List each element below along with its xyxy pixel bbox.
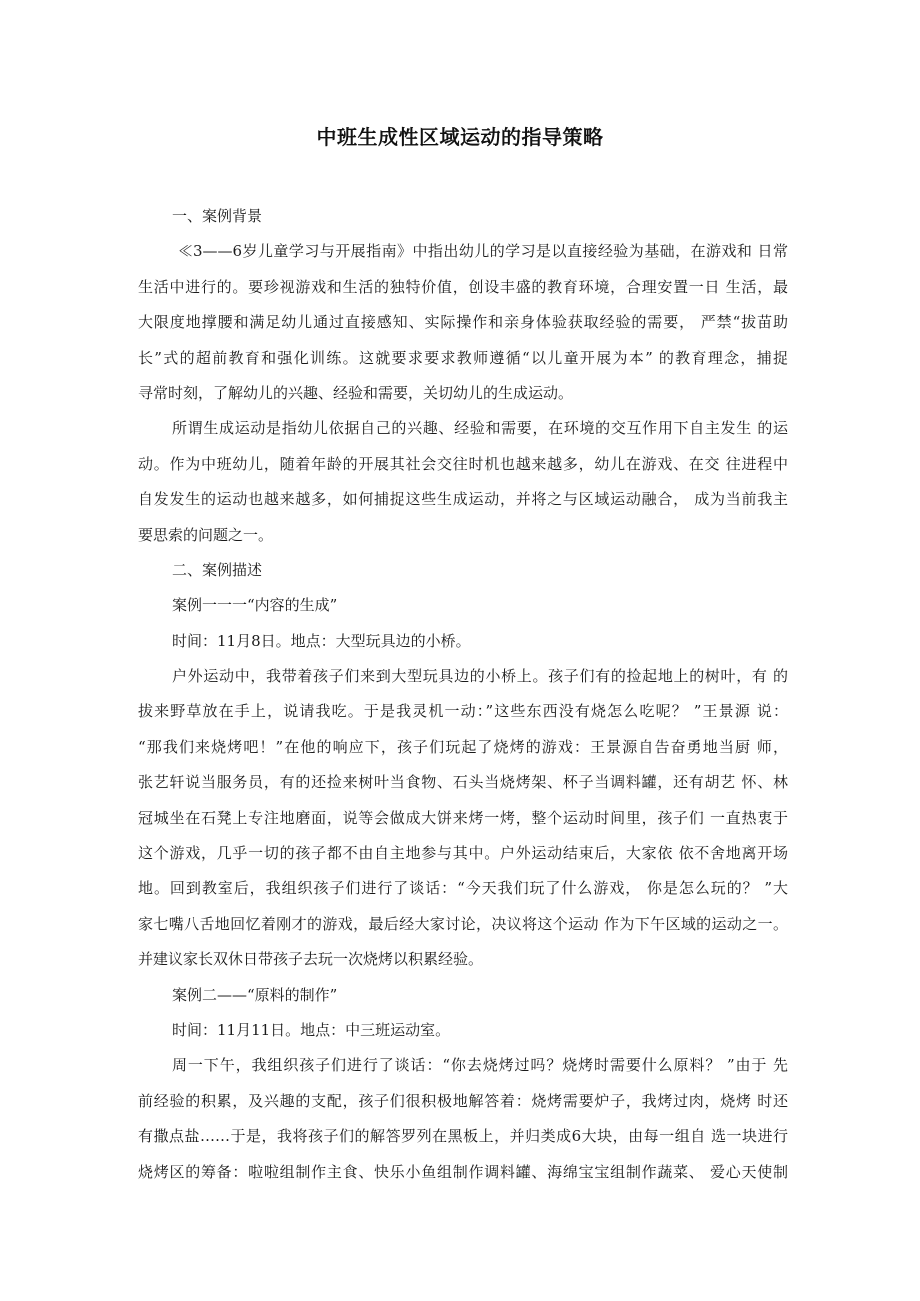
paragraph-line: 寻常时刻，了解幼儿的兴趣、经验和需要，关切幼儿的生成运动。 <box>138 383 574 402</box>
case-heading: 案例一一一“内容的生成” <box>172 596 338 615</box>
paragraph-line: 户外运动中，我带着孩子们来到大型玩具边的小桥上。孩子们有的捡起地上的树叶，有 的 <box>172 667 788 686</box>
section-heading: 一、案例背景 <box>172 207 263 225</box>
paragraph-line: 家七嘴八舌地回忆着刚才的游戏，最后经大家讨论，决议将这个运动 作为下午区域的运动之一。 <box>138 914 788 933</box>
paragraph-line: 并建议家长双休日带孩子去玩一次烧烤以积累经验。 <box>138 950 484 969</box>
paragraph-line: “那我们来烧烤吧！”在他的响应下，孩子们玩起了烧烤的游戏：王景源自告奋勇地当厨 师， <box>138 737 788 756</box>
section-heading: 二、案例描述 <box>172 560 263 579</box>
paragraph-line: 要思索的问题之一。 <box>138 525 274 544</box>
paragraph-line: 有撒点盐……于是，我将孩子们的解答罗列在黑板上，并归类成6大块，由每一组自 选一块进行 <box>138 1127 788 1146</box>
page-title: 中班生成性区域运动的指导策略 <box>316 125 604 149</box>
paragraph-line: 生活中进行的。要珍视游戏和生活的独特价值，创设丰盛的教育环境，合理安置一日 生活，最 <box>138 277 788 296</box>
paragraph-line: 大限度地撑腰和满足幼儿通过直接感知、实际操作和亲身体验获取经验的需要， 严禁“拔苗助 <box>138 313 788 332</box>
paragraph-line: 张艺轩说当服务员，有的还捡来树叶当食物、石头当烧烤架、杯子当调料罐，还有胡艺 怀、林 <box>138 773 788 792</box>
paragraph-line: 拔来野草放在手上，说请我吃。于是我灵机一动：”这些东西没有烧怎么吃呢？ ”王景源 说： <box>138 702 788 721</box>
paragraph-line: 前经验的积累，及兴趣的支配，孩子们很积极地解答着：烧烤需要炉子，我烤过肉，烧烤 时还 <box>138 1091 788 1110</box>
paragraph-line: 这个游戏，几乎一切的孩子都不由自主地参与其中。户外运动结束后，大家依 依不舍地离开场 <box>138 844 788 863</box>
paragraph-line: 动。作为中班幼儿，随着年龄的开展其社会交往时机也越来越多，幼儿在游戏、在交 往进程中 <box>138 454 788 473</box>
paragraph-line: 烧烤区的筹备：啦啦组制作主食、快乐小鱼组制作调料罐、海绵宝宝组制作蔬菜、 爱心天使制 <box>138 1162 788 1181</box>
paragraph-line: 自发发生的运动也越来越多，如何捕捉这些生成运动，并将之与区域运动融合， 成为当前我主 <box>138 490 788 509</box>
paragraph-line: 所谓生成运动是指幼儿依据自己的兴趣、经验和需要，在环境的交互作用下自主发生 的运 <box>172 419 788 438</box>
paragraph-line: ≪3——6岁儿童学习与开展指南》中指出幼儿的学习是以直接经验为基础，在游戏和 日常 <box>178 242 788 261</box>
paragraph-line: 长”式的超前教育和强化训练。这就要求要求教师遵循“以儿童开展为本” 的教育理念，捕捉 <box>138 348 788 367</box>
case-heading: 案例二——“原料的制作” <box>172 985 338 1004</box>
case-time-location: 时间：11月8日。地点：大型玩具边的小桥。 <box>172 631 471 650</box>
paragraph-line: 冠城坐在石凳上专注地磨面，说等会做成大饼来烤一烤，整个运动时间里，孩子们 一直热衷于 <box>138 808 788 827</box>
paragraph-line: 周一下午，我组织孩子们进行了谈话：“你去烧烤过吗？烧烤时需要什么原料？ ”由于 先 <box>172 1056 788 1075</box>
case-time-location: 时间：11月11日。地点：中三班运动室。 <box>172 1020 451 1039</box>
document-body <box>138 199 788 1190</box>
paragraph-line: 地。回到教室后，我组织孩子们进行了谈话：“今天我们玩了什么游戏， 你是怎么玩的？ ”大 <box>138 879 788 898</box>
